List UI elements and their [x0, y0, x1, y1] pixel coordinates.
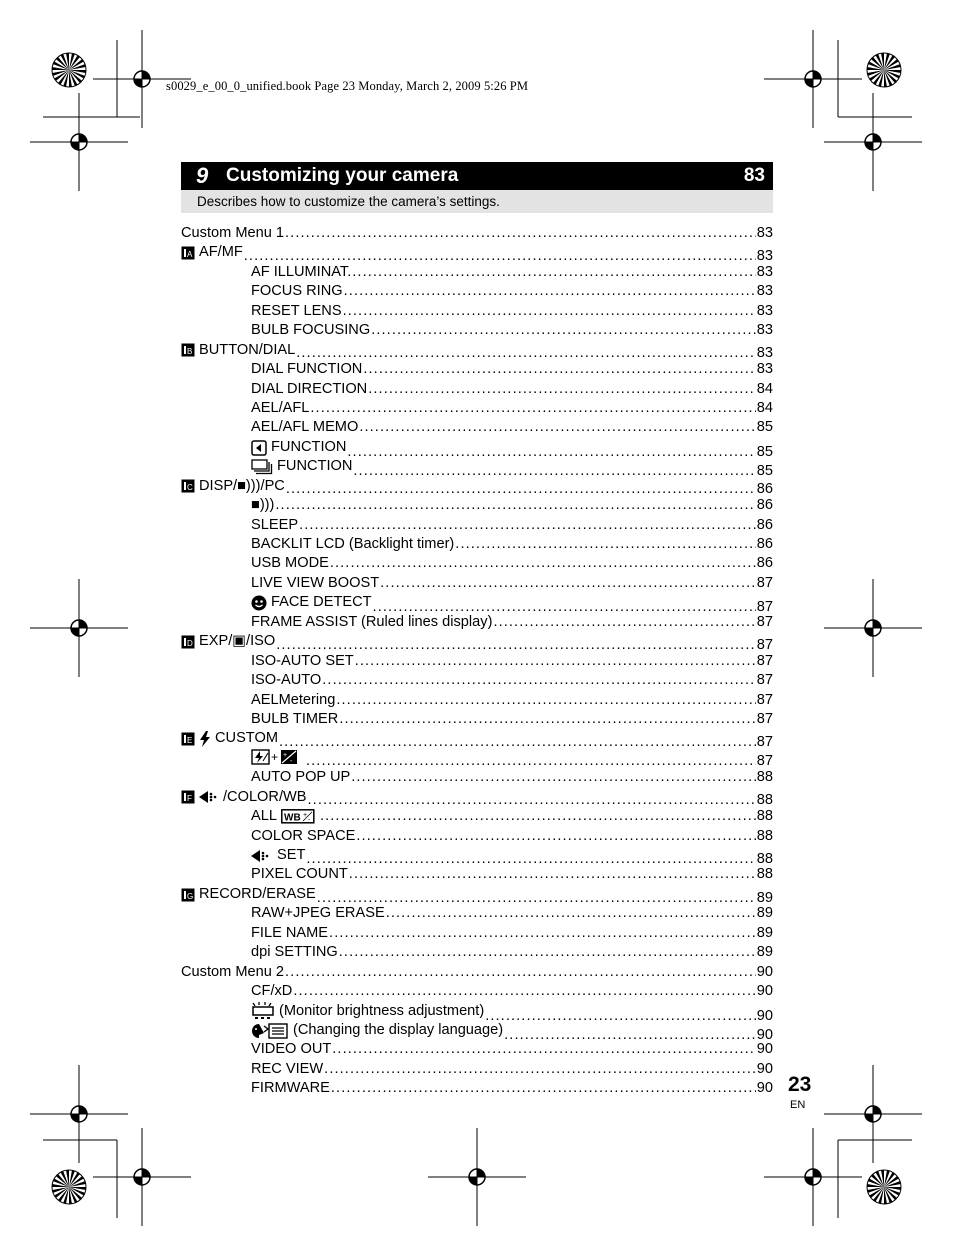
toc-page-number: 83 — [756, 248, 773, 265]
toc-label — [181, 457, 352, 476]
toc-label — [181, 807, 319, 826]
toc-page-number: 88 — [756, 827, 773, 844]
dot-leader — [380, 574, 756, 593]
dot-leader — [322, 671, 755, 690]
toc-page-number: 88 — [756, 866, 773, 883]
table-of-contents — [181, 224, 773, 1099]
toc-label — [181, 1002, 484, 1021]
svg-text:WB: WB — [283, 812, 301, 824]
toc-subentry[interactable] — [181, 496, 773, 515]
chapter-title: Customizing your camera — [226, 165, 459, 186]
toc-label — [181, 1021, 503, 1040]
toc-page-number: 88 — [756, 792, 773, 809]
toc-label — [181, 321, 370, 340]
toc-text: SET — [277, 847, 306, 863]
chapter-description: Describes how to customize the camera’s settings. — [181, 190, 773, 213]
toc-entry[interactable] — [181, 341, 773, 360]
toc-text: BACKLIT LCD (Backlight timer) — [251, 536, 455, 552]
toc-label — [181, 438, 346, 457]
toc-label — [181, 865, 348, 884]
toc-text: FRAME ASSIST (Ruled lines display) — [251, 613, 493, 630]
toc-text: REC VIEW — [251, 1060, 324, 1077]
toc-label — [181, 1079, 330, 1098]
toc-text: SLEEP — [251, 516, 299, 533]
toc-subentry[interactable] — [181, 1002, 773, 1025]
toc-page-number: 85 — [756, 443, 773, 460]
dot-leader — [331, 1079, 756, 1098]
toc-label — [181, 263, 351, 282]
toc-text: DIAL DIRECTION — [251, 380, 368, 397]
toc-text: LIVE VIEW BOOST — [251, 574, 380, 591]
toc-subentry[interactable] — [181, 302, 773, 321]
toc-text: FIRMWARE — [251, 1080, 330, 1097]
chapter-page: 83 — [743, 165, 765, 186]
toc-text: AUTO POP UP — [251, 769, 351, 786]
toc-text: FUNCTION — [271, 438, 347, 455]
dot-leader — [349, 865, 756, 884]
toc-page-number: 90 — [756, 1080, 773, 1097]
toc-page-number: 87 — [756, 734, 773, 751]
toc-text: PIXEL COUNT — [251, 866, 348, 883]
toc-label — [181, 904, 385, 923]
toc-label — [181, 924, 328, 943]
toc-label — [181, 788, 307, 807]
dot-leader — [368, 380, 756, 399]
dot-leader — [356, 827, 755, 846]
toc-page-number: 87 — [756, 574, 773, 591]
toc-subentry[interactable] — [181, 671, 773, 690]
dot-leader — [330, 554, 756, 573]
toc-text: BUTTON/DIAL — [199, 341, 296, 358]
toc-subentry[interactable] — [181, 924, 773, 943]
toc-label — [181, 613, 492, 632]
toc-text: RECORD/ERASE — [199, 885, 316, 902]
toc-label — [181, 982, 292, 1001]
toc-text: VIDEO OUT — [251, 1041, 332, 1058]
toc-entry[interactable] — [181, 729, 773, 751]
toc-subentry[interactable] — [181, 807, 773, 826]
toc-subentry[interactable] — [181, 1060, 773, 1079]
left-arrow-button-icon — [251, 440, 271, 456]
toc-page-number: 90 — [756, 1008, 773, 1025]
menu-a-icon — [181, 246, 199, 260]
toc-subentry[interactable] — [181, 691, 773, 710]
toc-page-number: 85 — [756, 462, 773, 479]
toc-page-number: 83 — [756, 345, 773, 362]
dot-leader — [344, 282, 756, 301]
toc-entry[interactable] — [181, 632, 773, 651]
chapter-header — [181, 162, 773, 190]
toc-page-number: 89 — [756, 889, 773, 906]
svg-text:+: + — [302, 811, 308, 819]
toc-text: DISP/■)))/PC — [199, 477, 285, 494]
toc-page-number: 90 — [756, 963, 773, 980]
drive-mode-icon — [251, 459, 277, 475]
toc-label — [181, 827, 355, 846]
toc-page-number: 90 — [756, 1041, 773, 1058]
toc-entry[interactable] — [181, 224, 773, 243]
toc-label — [181, 341, 295, 360]
language-code: EN — [790, 1099, 806, 1111]
monitor-brightness-icon — [251, 1002, 279, 1020]
toc-text: FILE NAME — [251, 924, 329, 941]
toc-text: AEL/AFL MEMO — [251, 419, 359, 436]
toc-page-number: 89 — [756, 905, 773, 922]
toc-entry[interactable] — [181, 963, 773, 982]
dot-leader — [455, 535, 755, 554]
toc-subentry[interactable] — [181, 1021, 773, 1043]
toc-text: Custom Menu 1 — [181, 225, 285, 241]
toc-label — [181, 535, 454, 554]
dot-leader — [371, 321, 756, 340]
toc-label — [181, 574, 379, 593]
toc-label — [181, 399, 309, 418]
toc-page-number: 88 — [756, 769, 773, 786]
svg-text:E: E — [187, 736, 193, 746]
toc-text: FOCUS RING — [251, 283, 343, 300]
toc-label — [181, 360, 362, 379]
toc-subentry[interactable] — [181, 710, 773, 729]
toc-label — [181, 691, 335, 710]
toc-page-number: 83 — [756, 361, 773, 378]
toc-label — [181, 554, 329, 573]
toc-subentry[interactable] — [181, 516, 773, 535]
toc-text: ■))) — [251, 497, 275, 514]
toc-page-number: 83 — [756, 302, 773, 319]
toc-text: Custom Menu 2 — [181, 963, 285, 980]
toc-text: ALL — [251, 808, 277, 825]
toc-text: AELMetering — [251, 691, 336, 708]
toc-label — [181, 302, 342, 321]
toc-label — [181, 632, 275, 651]
dot-leader — [339, 943, 756, 962]
dot-leader — [324, 1060, 756, 1079]
toc-label — [181, 768, 350, 787]
toc-page-number: 84 — [756, 399, 773, 416]
toc-subentry[interactable] — [181, 827, 773, 846]
toc-subentry[interactable] — [181, 380, 773, 399]
toc-text: dpi SETTING — [251, 944, 338, 961]
toc-subentry[interactable] — [181, 593, 773, 616]
toc-label — [181, 846, 305, 865]
toc-label — [181, 282, 343, 301]
dot-leader — [299, 516, 756, 535]
dot-leader — [310, 399, 755, 418]
toc-subentry[interactable] — [181, 457, 773, 479]
face-icon — [251, 595, 271, 611]
svg-text:-: - — [290, 757, 293, 765]
toc-page-number: 89 — [756, 924, 773, 941]
print-header: s0029_e_00_0_unified.book Page 23 Monday, March 2, 2009 5:26 PM — [166, 79, 529, 93]
toc-page-number: 87 — [756, 636, 773, 653]
toc-page-number: 86 — [756, 555, 773, 572]
flash-exposure-comp-icon — [251, 749, 305, 765]
toc-label — [181, 885, 316, 904]
svg-text:G: G — [187, 891, 194, 901]
toc-text: ISO-AUTO SET — [251, 652, 354, 669]
toc-subentry[interactable] — [181, 865, 773, 884]
toc-page-number: 83 — [756, 283, 773, 300]
toc-text: USB MODE — [251, 555, 329, 572]
toc-page-number: 87 — [756, 752, 773, 769]
toc-subentry[interactable] — [181, 613, 773, 632]
dot-leader — [275, 496, 755, 515]
toc-page-number: 84 — [756, 380, 773, 397]
menu-d-icon — [181, 635, 199, 649]
svg-text:F: F — [187, 794, 192, 804]
toc-label — [181, 1060, 323, 1079]
toc-page-number: 90 — [756, 983, 773, 1000]
toc-page-number: 86 — [756, 536, 773, 552]
dot-leader — [320, 807, 756, 826]
toc-page-number: 87 — [756, 710, 773, 727]
toc-subentry[interactable] — [181, 943, 773, 962]
toc-label — [181, 749, 305, 765]
toc-subentry[interactable] — [181, 321, 773, 340]
toc-subentry[interactable] — [181, 418, 773, 437]
toc-subentry[interactable] — [181, 399, 773, 418]
svg-text:B: B — [187, 347, 193, 357]
dot-leader — [285, 963, 756, 982]
svg-text:D: D — [187, 638, 193, 648]
toc-label — [181, 963, 284, 982]
dot-leader — [343, 302, 756, 321]
toc-subentry[interactable] — [181, 749, 773, 768]
svg-text:+: + — [283, 751, 288, 759]
toc-label — [181, 224, 284, 243]
toc-subentry[interactable] — [181, 904, 773, 923]
toc-text: FACE DETECT — [271, 594, 372, 611]
toc-text: ISO-AUTO — [251, 672, 322, 689]
chapter-number: 9 — [196, 163, 209, 188]
toc-label — [181, 943, 338, 962]
svg-text:+: + — [271, 749, 279, 764]
dot-leader — [352, 263, 755, 282]
toc-subentry[interactable] — [181, 263, 773, 282]
toc-page-number: 90 — [756, 1060, 773, 1077]
dot-leader — [329, 924, 756, 943]
toc-page-number: 87 — [756, 613, 773, 630]
toc-text: COLOR SPACE — [251, 827, 356, 844]
toc-label — [181, 729, 278, 748]
toc-label — [181, 593, 372, 612]
menu-b-icon — [181, 343, 199, 357]
toc-label — [181, 477, 285, 496]
toc-subentry[interactable] — [181, 768, 773, 787]
toc-page-number: 83 — [756, 322, 773, 339]
toc-text: BULB FOCUSING — [251, 322, 371, 339]
toc-page-number: 88 — [756, 808, 773, 825]
toc-subentry[interactable] — [181, 652, 773, 671]
toc-label — [181, 380, 367, 399]
dot-leader — [363, 360, 755, 379]
toc-subentry[interactable] — [181, 360, 773, 379]
toc-label — [181, 243, 243, 262]
dot-leader — [386, 904, 756, 923]
toc-entry[interactable] — [181, 788, 773, 807]
toc-text: AF ILLUMINAT. — [251, 263, 352, 280]
toc-page-number: 87 — [756, 599, 773, 616]
toc-page-number: 87 — [756, 672, 773, 689]
toc-text: DIAL FUNCTION — [251, 361, 363, 378]
dot-leader — [339, 710, 755, 729]
toc-subentry[interactable] — [181, 1040, 773, 1059]
dot-leader — [285, 224, 756, 243]
language-icon — [251, 1023, 293, 1039]
toc-subentry[interactable] — [181, 554, 773, 573]
toc-text: RAW+JPEG ERASE — [251, 905, 385, 922]
toc-text: /COLOR/WB — [223, 788, 307, 805]
toc-text: (Monitor brightness adjustment) — [279, 1002, 485, 1019]
svg-text:A: A — [187, 250, 193, 260]
record-mode-icon — [251, 849, 277, 863]
toc-page-number: 86 — [756, 497, 773, 514]
toc-page-number: 87 — [756, 652, 773, 669]
toc-text: BULB TIMER — [251, 710, 339, 727]
wb-comp-icon — [277, 807, 319, 826]
toc-label — [181, 418, 358, 437]
toc-page-number: 85 — [756, 419, 773, 436]
dot-leader — [332, 1040, 755, 1059]
toc-subentry[interactable] — [181, 438, 773, 460]
dot-leader — [359, 418, 755, 437]
toc-text: AEL/AFL — [251, 399, 310, 416]
dot-leader — [293, 982, 755, 1001]
toc-label — [181, 516, 298, 535]
page-number: 23 — [788, 1073, 812, 1096]
toc-entry[interactable] — [181, 243, 773, 265]
toc-text: FUNCTION — [277, 458, 353, 475]
toc-text: (Changing the display language) — [293, 1021, 504, 1038]
toc-label — [181, 671, 321, 690]
toc-page-number: 90 — [756, 1026, 773, 1043]
menu-g-icon — [181, 888, 199, 902]
toc-entry[interactable] — [181, 477, 773, 496]
toc-subentry[interactable] — [181, 574, 773, 593]
svg-text:C: C — [187, 483, 193, 493]
toc-label — [181, 652, 354, 671]
toc-page-number: 86 — [756, 481, 773, 498]
toc-page-number: 89 — [756, 944, 773, 961]
toc-page-number: 88 — [756, 850, 773, 867]
svg-text:-: - — [307, 816, 311, 824]
toc-page-number: 83 — [756, 225, 773, 241]
menu-c-icon — [181, 479, 199, 493]
toc-text: RESET LENS — [251, 302, 342, 319]
toc-label — [181, 496, 274, 515]
toc-text: CF/xD — [251, 983, 293, 1000]
toc-label — [181, 710, 338, 729]
toc-text: AF/MF — [199, 244, 243, 261]
menu-f-icon — [181, 790, 223, 804]
toc-text: EXP/▣/ISO — [199, 633, 276, 650]
toc-subentry[interactable] — [181, 1079, 773, 1098]
dot-leader — [336, 691, 755, 710]
toc-subentry[interactable] — [181, 535, 773, 554]
dot-leader — [493, 613, 755, 632]
toc-page-number: 83 — [756, 263, 773, 280]
toc-label — [181, 1040, 331, 1059]
toc-page-number: 86 — [756, 516, 773, 533]
dot-leader — [355, 652, 756, 671]
toc-text: CUSTOM — [215, 730, 278, 747]
toc-subentry[interactable] — [181, 982, 773, 1001]
menu-e-icon — [181, 731, 215, 747]
dot-leader — [351, 768, 756, 787]
toc-page-number: 87 — [756, 691, 773, 708]
toc-entry[interactable] — [181, 885, 773, 904]
toc-subentry[interactable] — [181, 846, 773, 865]
toc-subentry[interactable] — [181, 282, 773, 301]
